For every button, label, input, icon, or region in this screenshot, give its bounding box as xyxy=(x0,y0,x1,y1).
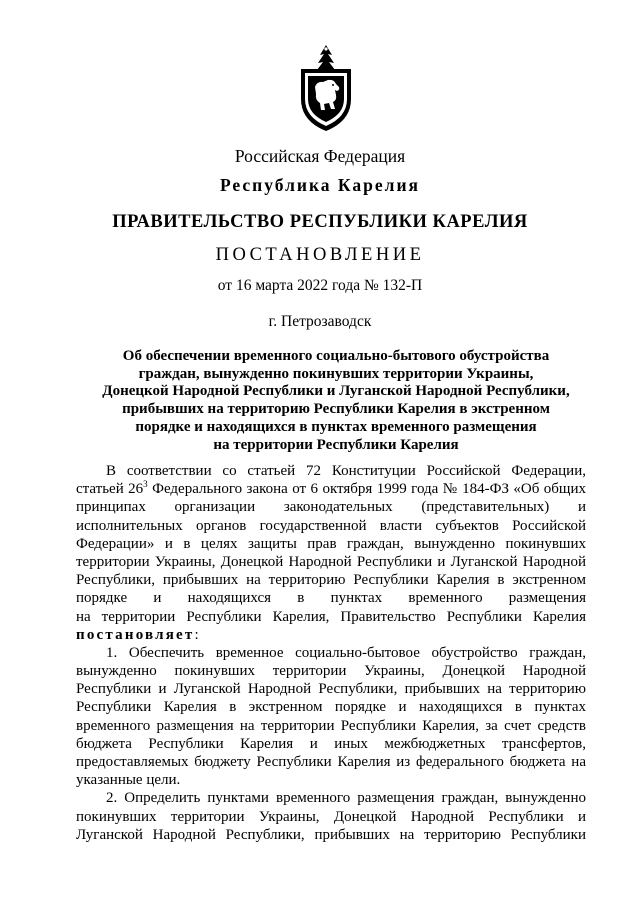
preamble-line: порядке и находящихся в пунктах временного размещения xyxy=(76,590,586,607)
preamble-line: территории Украины, Донецкой Народной Республики и Луганской Народной xyxy=(76,553,586,570)
title-line: порядке и находящихся в пунктах временного размещения xyxy=(135,418,537,435)
preamble-line: В соответствии со статьей 72 Конституции Российской Федерации, xyxy=(106,463,586,479)
document-title xyxy=(80,348,592,454)
resolves-colon: : xyxy=(194,626,199,643)
resolves-line xyxy=(76,626,586,644)
preamble-line: принципах организации законодательных (представительных) и xyxy=(76,499,586,516)
item2-line: 2. Определить пунктами временного размещения граждан, вынужденно xyxy=(106,790,586,807)
preamble-text: Федерального закона от 6 октября 1999 года № 184-ФЗ «Об общих xyxy=(147,481,586,498)
title-line: Об обеспечении временного социально-бытового обустройства xyxy=(122,348,550,364)
title-line: прибывших на территорию Республики Карелия в экстренном xyxy=(122,401,550,418)
item2-line: Луганской Народной Республики, прибывших на территорию Республики xyxy=(76,826,586,843)
government-name: ПРАВИТЕЛЬСТВО РЕСПУБЛИКИ КАРЕЛИЯ xyxy=(112,212,528,232)
item1-line: временного размещения на территории Республики Карелия, за счет средств xyxy=(76,717,586,734)
resolves-word: постановляет xyxy=(76,626,195,643)
article-superscript: 3 xyxy=(143,479,148,490)
item1-line: Республики Карелия в экстренном порядке и находящихся в пунктах xyxy=(76,699,586,716)
preamble-line xyxy=(76,480,586,498)
item2-line: покинувших территории Украины, Донецкой Народной Республики и xyxy=(76,808,586,825)
item1-line: предоставляемых бюджету Республики Карелия из федерального бюджета на xyxy=(76,754,586,770)
item1-line: Республики и Луганской Народной Республики, прибывших на территорию xyxy=(76,681,586,698)
karelia-coat-of-arms-icon xyxy=(297,43,355,133)
preamble-text: статьей 26 xyxy=(76,481,144,498)
preamble-line: на территории Республики Карелия, Правительство Республики Карелия xyxy=(76,608,586,625)
republic-name: Республика Карелия xyxy=(219,175,421,195)
item1-line: указанные цели. xyxy=(76,772,181,789)
title-line: на территории Республики Карелия xyxy=(213,436,459,453)
title-line: граждан, вынужденно покинувших территории Украины, xyxy=(138,365,534,382)
preamble-line: исполнительных органов государственной власти субъектов Российской xyxy=(76,517,586,534)
item1-line: вынужденно покинувших территории Украины, Донецкой Народной xyxy=(76,663,586,680)
document-body xyxy=(76,462,586,844)
preamble-line: Федерации» и в целях защиты прав граждан, вынужденно покинувших xyxy=(76,535,586,552)
document-type: ПОСТАНОВЛЕНИЕ xyxy=(215,245,425,265)
item1-line: 1. Обеспечить временное социально-бытовое обустройство граждан, xyxy=(106,644,586,661)
item1-line: бюджета Республики Карелия и иных межбюджетных трансфертов, xyxy=(76,735,586,752)
preamble-line: Республики, прибывших на территорию Республики Карелия в экстренном xyxy=(76,572,586,589)
date-number-line: от 16 марта 2022 года № 132-П xyxy=(217,277,423,294)
country-name: Российская Федерация xyxy=(234,146,406,166)
title-line: Донецкой Народной Республики и Луганской Народной Республики, xyxy=(102,383,570,400)
city-line: г. Петрозаводск xyxy=(268,313,372,330)
